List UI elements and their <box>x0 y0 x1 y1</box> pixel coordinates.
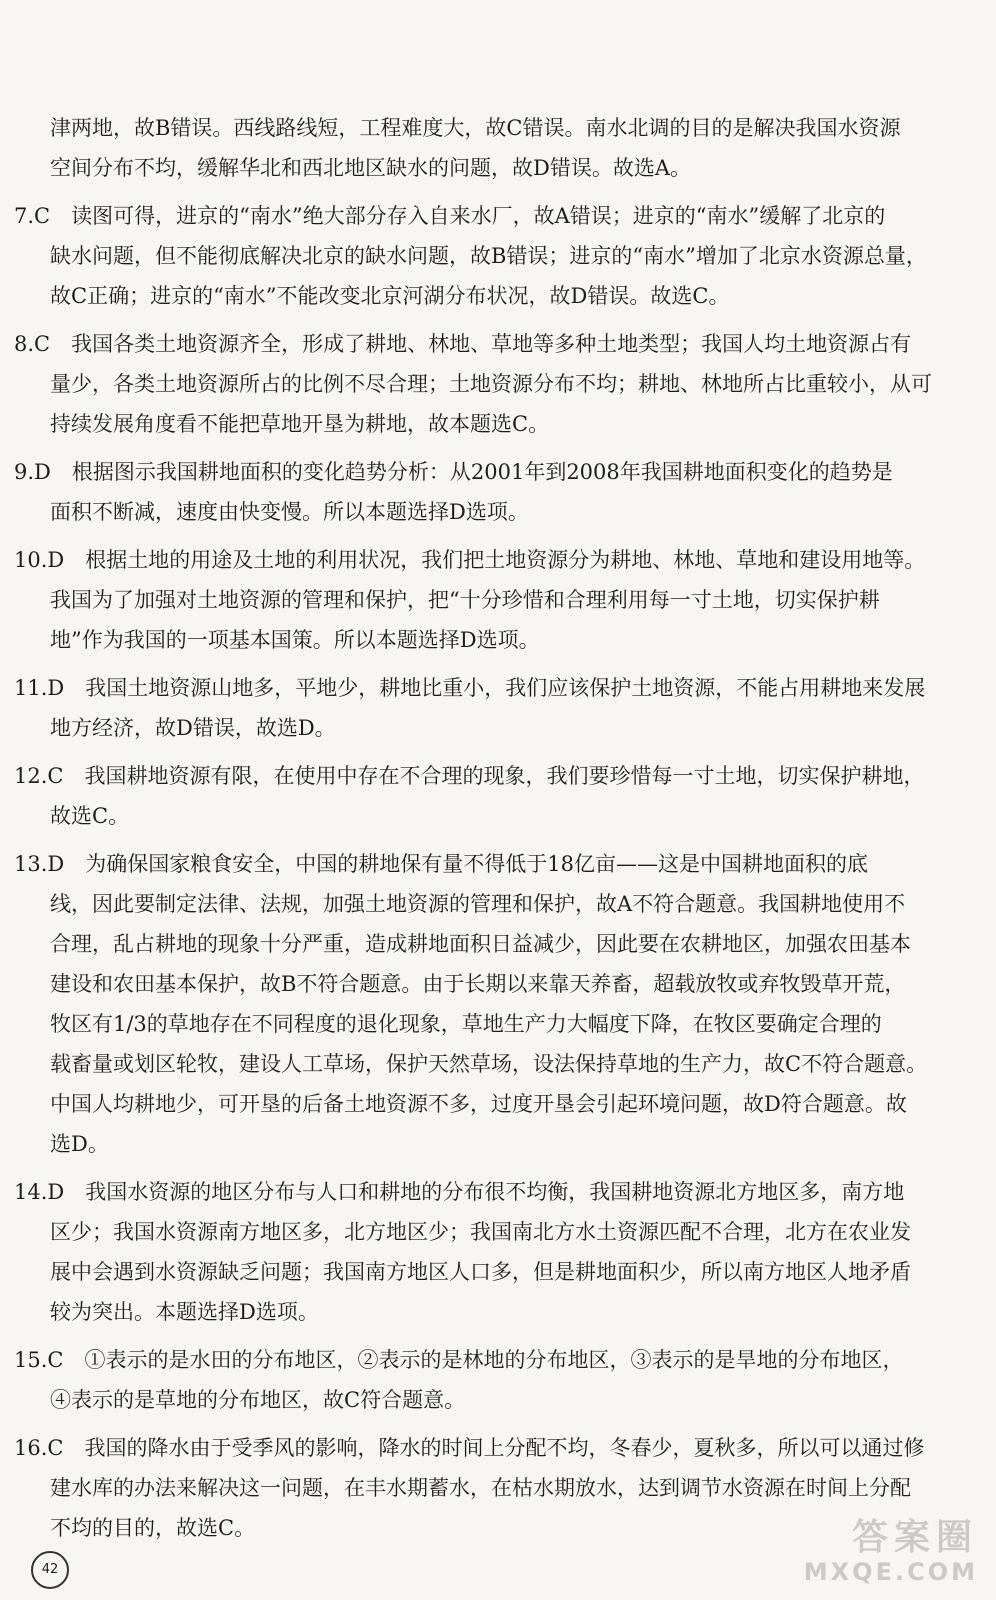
page-number: 42 <box>31 1551 69 1589</box>
text-line: 持续发展角度看不能把草地开垦为耕地，故本题选C。 <box>50 412 550 436</box>
answer-item-15 <box>14 1340 974 1420</box>
answer-item-11 <box>14 668 974 748</box>
text-line: 故C正确；进京的“南水”不能改变北京河湖分布状况，故D错误。故选C。 <box>50 284 730 308</box>
text-line: 缺水问题，但不能彻底解决北京的缺水问题，故B错误；进京的“南水”增加了北京水资源总量， <box>50 244 927 268</box>
watermark-title: 答案圈 <box>851 1517 978 1558</box>
text-line: 展中会遇到水资源缺乏问题；我国南方地区人口多，但是耕地面积少，所以南方地区人地矛盾 <box>50 1260 911 1284</box>
text-line: 较为突出。本题选择D选项。 <box>50 1300 319 1324</box>
text-line: 线，因此要制定法律、法规，加强土地资源的管理和保护，故A不符合题意。我国耕地使用不 <box>50 892 906 916</box>
text-line: 合理，乱占耕地的现象十分严重，造成耕地面积日益减少，因此要在农耕地区，加强农田基本 <box>50 932 911 956</box>
text-line: 9.D 根据图示我国耕地面积的变化趋势分析：从2001年到2008年我国耕地面积变化的趋势是 <box>14 460 893 484</box>
text-line: 地”作为我国的一项基本国策。所以本题选择D选项。 <box>50 628 540 652</box>
answer-item-10 <box>14 540 974 660</box>
text-line: 10.D 根据土地的用途及土地的利用状况，我们把土地资源分为耕地、林地、草地和建设用地等。 <box>14 548 926 572</box>
text-line: 选D。 <box>50 1132 109 1156</box>
text-line: 7.C 读图可得，进京的“南水”绝大部分存入自来水厂，故A错误；进京的“南水”缓解了北京的 <box>14 204 886 228</box>
text-line: 面积不断减，速度由快变慢。所以本题选择D选项。 <box>50 500 529 524</box>
answer-item-14 <box>14 1172 974 1332</box>
text-line: 故选C。 <box>50 804 130 828</box>
text-line: 地方经济，故D错误，故选D。 <box>50 716 336 740</box>
answer-item-9 <box>14 452 974 532</box>
text-line: 建水库的办法来解决这一问题，在丰水期蓄水，在枯水期放水，达到调节水资源在时间上分配 <box>50 1476 911 1500</box>
text-line: 载畜量或划区轮牧，建设人工草场，保护天然草场，设法保持草地的生产力，故C不符合题意。 <box>50 1052 928 1076</box>
text-line: 15.C ①表示的是水田的分布地区，②表示的是林地的分布地区，③表示的是旱地的分布地区， <box>14 1348 904 1372</box>
answer-item-12 <box>14 756 974 836</box>
text-line: 我国为了加强对土地资源的管理和保护，把“十分珍惜和合理利用每一寸土地，切实保护耕 <box>50 588 880 612</box>
text-line: 8.C 我国各类土地资源齐全，形成了耕地、林地、草地等多种土地类型；我国人均土地资源占有 <box>14 332 912 356</box>
text-line: 中国人均耕地少，可开垦的后备土地资源不多，过度开垦会引起环境问题，故D符合题意。故 <box>50 1092 907 1116</box>
text-line: 14.D 我国水资源的地区分布与人口和耕地的分布很不均衡，我国耕地资源北方地区多，南方地 <box>14 1180 905 1204</box>
text-line: 11.D 我国土地资源山地多，平地少，耕地比重小，我们应该保护土地资源，不能占用耕地来发展 <box>14 676 926 700</box>
text-line: 量少，各类土地资源所占的比例不尽合理；土地资源分布不均；耕地、林地所占比重较小，从可 <box>50 372 932 396</box>
answer-explanations <box>14 108 974 1548</box>
answer-item-7 <box>14 196 974 316</box>
text-line: 建设和农田基本保护，故B不符合题意。由于长期以来靠天养畜，超载放牧或弃牧毁草开荒， <box>50 972 906 996</box>
watermark-logo <box>748 1518 978 1590</box>
paragraph-continuation <box>14 108 974 188</box>
text-line: 牧区有1/3的草地存在不同程度的退化现象，草地生产力大幅度下降，在牧区要确定合理的 <box>50 1012 882 1036</box>
text-line: ④表示的是草地的分布地区，故C符合题意。 <box>50 1388 466 1412</box>
text-line: 16.C 我国的降水由于受季风的影响，降水的时间上分配不均，冬春少，夏秋多，所以可以通过修 <box>14 1436 925 1460</box>
text-line: 12.C 我国耕地资源有限，在使用中存在不合理的现象，我们要珍惜每一寸土地，切实保护耕地， <box>14 764 925 788</box>
text-line: 区少；我国水资源南方地区多，北方地区少；我国南北方水土资源匹配不合理，北方在农业发 <box>50 1220 911 1244</box>
text-line: 空间分布不均，缓解华北和西北地区缺水的问题，故D错误。故选A。 <box>50 156 691 180</box>
text-line: 13.D 为确保国家粮食安全，中国的耕地保有量不得低于18亿亩——这是中国耕地面积的底 <box>14 852 868 876</box>
answer-item-13 <box>14 844 974 1164</box>
text-line: 不均的目的，故选C。 <box>50 1516 256 1540</box>
answer-item-8 <box>14 324 974 444</box>
text-line: 津两地，故B错误。西线路线短，工程难度大，故C错误。南水北调的目的是解决我国水资源 <box>50 116 901 140</box>
watermark-url: MXQE.COM <box>803 1558 978 1586</box>
